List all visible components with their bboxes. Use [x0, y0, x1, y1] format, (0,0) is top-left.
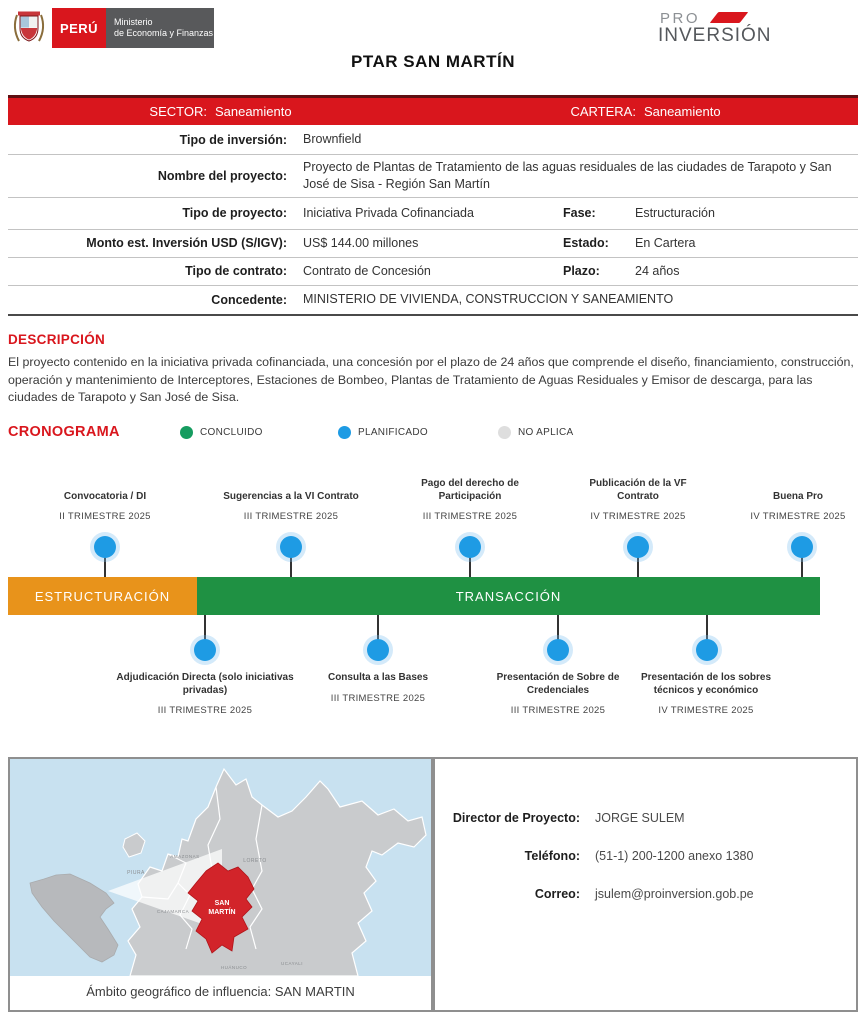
legend-label: NO APLICA — [518, 427, 574, 438]
milestone-name: Presentación de Sobre de Credenciales — [496, 672, 620, 696]
milestone-date: III TRIMESTRE 2025 — [330, 692, 426, 704]
milestone-stem — [204, 615, 206, 641]
contact-label: Director de Proyecto: — [452, 811, 580, 825]
legend-label: CONCLUIDO — [200, 427, 263, 438]
row-sublabel: Fase: — [563, 206, 596, 221]
table-row — [8, 125, 858, 155]
milestone-date: III TRIMESTRE 2025 — [422, 511, 518, 522]
milestone-dot-icon — [94, 536, 116, 558]
table-row — [8, 230, 858, 258]
milestone-top — [732, 465, 864, 522]
contact-value: (51-1) 200-1200 anexo 1380 — [595, 849, 754, 863]
map-label: CAJAMARCA — [156, 909, 190, 914]
page-title: PTAR SAN MARTÍN — [351, 52, 515, 71]
map-label: HUÁNUCO — [220, 965, 248, 970]
cartera-value: Saneamiento — [643, 104, 721, 119]
map-label: PIURA — [127, 870, 145, 876]
milestone-date: III TRIMESTRE 2025 — [243, 511, 339, 522]
peru-wordmark: PERÚ — [52, 8, 106, 48]
row-value: US$ 144.00 millones — [303, 235, 419, 250]
milestone-top — [400, 465, 540, 522]
ministry-name — [106, 8, 214, 48]
milestone-date: III TRIMESTRE 2025 — [510, 705, 606, 716]
sector-cell — [8, 98, 433, 125]
milestone-bottom — [95, 672, 315, 716]
row-subvalue: 24 años — [635, 264, 680, 279]
no-aplica-dot-icon — [498, 426, 511, 439]
milestone-stem — [706, 615, 708, 641]
milestone-top — [221, 465, 361, 522]
milestone-name: Convocatoria / DI — [63, 490, 147, 502]
milestone-name: Publicación de la VF Contrato — [589, 478, 687, 502]
milestone-dot-icon — [459, 536, 481, 558]
milestone-date: III TRIMESTRE 2025 — [157, 705, 253, 716]
legend-concluido — [180, 426, 263, 439]
gov-logo — [10, 8, 214, 48]
row-value: Proyecto de Plantas de Tratamiento de las aguas residuales de las ciudades de Tarapoto y San José de Sisa - Región San Martín — [303, 160, 832, 191]
cronograma-header — [8, 424, 858, 444]
legend-planificado — [338, 426, 428, 439]
contact-row — [435, 849, 856, 863]
contact-row — [435, 811, 856, 825]
row-label: Tipo de proyecto: — [182, 206, 287, 221]
milestone-date: IV TRIMESTRE 2025 — [658, 705, 754, 716]
map-caption: Ámbito geográfico de influencia: SAN MARTIN — [10, 976, 431, 1010]
milestone-date: II TRIMESTRE 2025 — [59, 511, 151, 522]
milestone-top — [30, 465, 180, 522]
classification-bar — [8, 95, 858, 125]
milestone-date: IV TRIMESTRE 2025 — [750, 511, 846, 522]
peru-region-map — [10, 759, 431, 976]
row-value: Contrato de Concesión — [303, 263, 431, 278]
map-panel — [8, 757, 433, 1012]
milestone-name: Buena Pro — [772, 490, 823, 502]
sector-label: SECTOR: — [149, 104, 207, 119]
phase-bar — [8, 577, 820, 615]
contact-label: Correo: — [534, 887, 580, 901]
contact-label: Teléfono: — [524, 849, 580, 863]
descripcion-text: El proyecto contenido en la iniciativa privada cofinanciada, una concesión por el plazo de 24 años que comprende el diseño, financiamiento, construcción, operación y mantenimiento de Interceptores, Estaciones de Bombeo, Plantas de Tratamiento de Aguas Residuales y Emisor de descarga, para las ciudades de Tarapoto y San José de Sisa. — [8, 355, 854, 405]
milestone-dot-icon — [627, 536, 649, 558]
milestone-name: Sugerencias a la VI Contrato — [223, 490, 359, 502]
milestone-name: Consulta a las Bases — [327, 672, 429, 683]
sector-value: Saneamiento — [214, 104, 292, 119]
contact-row — [435, 887, 856, 901]
table-row — [8, 155, 858, 198]
row-value: MINISTERIO DE VIVIENDA, CONSTRUCCION Y SANEAMIENTO — [303, 292, 674, 307]
ministry-line2: de Economía y Finanzas — [114, 28, 214, 38]
milestone-name: Presentación de los sobres técnicos y económico — [640, 672, 772, 696]
row-sublabel: Estado: — [563, 236, 609, 251]
milestone-bottom — [298, 672, 458, 704]
row-subvalue: Estructuración — [635, 206, 715, 221]
san-martin-label-line2: MARTÍN — [208, 909, 236, 916]
milestone-bottom — [478, 672, 638, 716]
legend-label: PLANIFICADO — [358, 427, 428, 438]
timeline — [0, 460, 866, 750]
row-value: Iniciativa Privada Cofinanciada — [303, 205, 474, 220]
row-sublabel: Plazo: — [563, 264, 600, 279]
cronograma-heading: CRONOGRAMA — [8, 424, 120, 440]
proinversion-logo — [658, 10, 778, 47]
row-label: Tipo de inversión: — [179, 132, 287, 147]
project-info-table — [8, 125, 858, 316]
milestone-dot-icon — [367, 639, 389, 661]
row-subvalue: En Cartera — [635, 236, 696, 251]
legend-no-aplica — [498, 426, 574, 439]
brand-slash-icon — [710, 12, 749, 23]
brand-pro-text: PRO — [660, 10, 701, 27]
phase-transaccion: TRANSACCIÓN — [197, 577, 820, 615]
san-martin-label-line1: SAN — [214, 900, 230, 907]
descripcion-heading: DESCRIPCIÓN — [8, 332, 106, 347]
peru-coat-of-arms-icon — [10, 8, 48, 48]
milestone-name: Pago del derecho de Participación — [421, 478, 519, 502]
row-label: Tipo de contrato: — [185, 264, 287, 279]
map-label: UCAYALI — [280, 961, 304, 966]
table-row — [8, 286, 858, 314]
milestone-date: IV TRIMESTRE 2025 — [590, 511, 686, 522]
milestone-stem — [377, 615, 379, 641]
map-label: LORETO — [243, 858, 267, 864]
cartera-cell — [433, 98, 858, 125]
contact-value: JORGE SULEM — [595, 811, 685, 825]
milestone-dot-icon — [791, 536, 813, 558]
milestone-dot-icon — [280, 536, 302, 558]
milestone-dot-icon — [194, 639, 216, 661]
row-label: Nombre del proyecto: — [157, 168, 287, 183]
table-row — [8, 258, 858, 286]
table-row — [8, 198, 858, 230]
milestone-bottom — [621, 672, 791, 716]
phase-estructuracion: ESTRUCTURACIÓN — [8, 577, 197, 615]
milestone-dot-icon — [696, 639, 718, 661]
row-label: Monto est. Inversión USD (S/IGV): — [86, 236, 287, 251]
milestone-dot-icon — [547, 639, 569, 661]
cartera-label: CARTERA: — [570, 104, 636, 119]
milestone-name: Adjudicación Directa (solo iniciativas privadas) — [116, 672, 294, 696]
brand-inversion-text: INVERSIÓN — [658, 25, 772, 46]
planificado-dot-icon — [338, 426, 351, 439]
row-label: Concedente: — [211, 292, 287, 307]
ministry-line1: Ministerio — [114, 16, 153, 27]
milestone-top — [568, 465, 708, 522]
contact-panel — [433, 757, 858, 1012]
map-label: AMAZONAS — [170, 854, 200, 859]
concluido-dot-icon — [180, 426, 193, 439]
contact-value: jsulem@proinversion.gob.pe — [595, 887, 754, 901]
row-value: Brownfield — [303, 132, 362, 147]
milestone-stem — [557, 615, 559, 641]
